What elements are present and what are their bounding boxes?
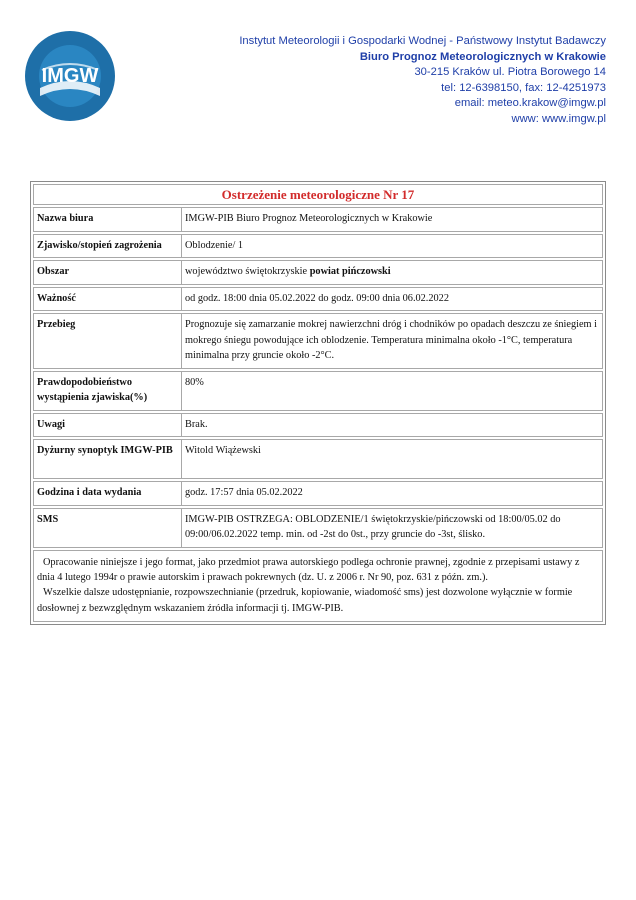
office-address: 30-215 Kraków ul. Piotra Borowego 14 — [414, 66, 606, 79]
table-row — [33, 260, 603, 285]
table-row — [33, 287, 603, 312]
area-region: województwo świętokrzyskie — [185, 266, 310, 277]
warning-title: Ostrzeżenie meteorologiczne Nr 17 — [33, 184, 603, 205]
office-name: Biuro Prognoz Meteorologicznych w Krakowie — [359, 50, 606, 63]
warning-table — [33, 205, 603, 550]
table-row — [33, 371, 603, 411]
row-label: Uwagi — [33, 413, 182, 438]
table-row — [33, 413, 603, 438]
legal-notice — [33, 550, 603, 623]
row-value: IMGW-PIB Biuro Prognoz Meteorologicznych w Krakowie — [182, 207, 603, 232]
copyright-notice: Opracowanie niniejsze i jego format, jako przedmiot prawa autorskiego podlega ochronie prawnej, zgodnie z przepisami ustawy z dnia 4 lutego 1994r o prawie autorskim i prawach pokrewnych (dz. U. z 2006 r. Nr 90, poz. 631 z późn. zm.). — [37, 556, 580, 583]
institute-name: Instytut Meteorologii i Gospodarki Wodnej - Państwowy Instytut Badawczy — [239, 35, 606, 47]
table-row — [33, 481, 603, 506]
table-row — [33, 439, 603, 479]
row-value — [182, 260, 603, 285]
row-label: Ważność — [33, 287, 182, 312]
warning-document — [30, 181, 606, 625]
row-label: Nazwa biura — [33, 207, 182, 232]
table-row — [33, 313, 603, 369]
row-value: 80% — [182, 371, 603, 411]
imgw-logo — [24, 30, 116, 122]
office-phone: tel: 12-6398150, fax: 12-4251973 — [441, 81, 606, 94]
table-row — [33, 234, 603, 259]
row-value: od godz. 18:00 dnia 05.02.2022 do godz. 09:00 dnia 06.02.2022 — [182, 287, 603, 312]
row-value: Brak. — [182, 413, 603, 438]
logo-text: IMGW — [41, 65, 99, 87]
row-label: SMS — [33, 508, 182, 548]
row-label: Zjawisko/stopień zagrożenia — [33, 234, 182, 259]
area-county: powiat pińczowski — [309, 266, 391, 277]
office-email[interactable]: email: meteo.krakow@imgw.pl — [454, 97, 606, 110]
row-value: IMGW-PIB OSTRZEGA: OBLODZENIE/1 świętokrzyskie/pińczowski od 18:00/05.02 do 09:00/06.02.2022 temp. min. od -2st do 0st., przy gruncie do -3st, ślisko. — [182, 508, 603, 548]
table-row — [33, 508, 603, 548]
row-value: Witold Wiążewski — [182, 439, 603, 479]
distribution-notice: Wszelkie dalsze udostępnianie, rozpowszechnianie (przedruk, kopiowanie, wiadomość sms) jest dozwolone wyłącznie w formie dosłownej z bezwzględnym wskazaniem źródła informacji tj. IMGW-PIB. — [37, 587, 573, 614]
row-label: Obszar — [33, 260, 182, 285]
row-label: Prawdopodobieństwo wystąpienia zjawiska(%) — [33, 371, 182, 411]
table-row — [33, 207, 603, 232]
row-value: godz. 17:57 dnia 05.02.2022 — [182, 481, 603, 506]
row-label: Dyżurny synoptyk IMGW-PIB — [33, 439, 182, 479]
row-value: Oblodzenie/ 1 — [182, 234, 603, 259]
institute-header — [239, 34, 606, 128]
row-label: Przebieg — [33, 313, 182, 369]
row-label: Godzina i data wydania — [33, 481, 182, 506]
row-value: Prognozuje się zamarzanie mokrej nawierzchni dróg i chodników po opadach deszczu ze śniegiem i mokrego śniegu powodujące ich oblodzenie. Temperatura minimalna około -1°C, temperatura minimalna przy gruncie około -2°C. — [182, 313, 603, 369]
office-website[interactable]: www: www.imgw.pl — [511, 112, 606, 125]
